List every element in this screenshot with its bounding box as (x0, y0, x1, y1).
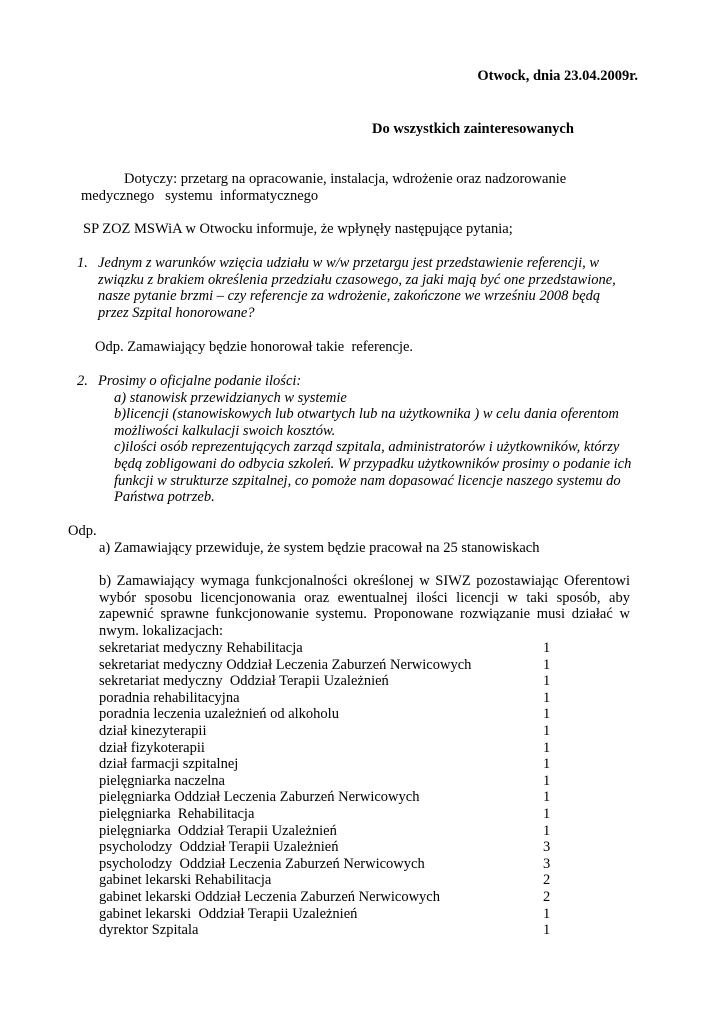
question-2-line: Prosimy o oficjalne podanie ilości: (98, 373, 302, 389)
question-2-item-c-cont: będą zobligowani do odbycia szkoleń. W przypadku użytkowników prosimy o podanie ich (114, 455, 632, 472)
subject-line-1: Dotyczy: przetarg na opracowanie, instalacja, wdrożenie oraz nadzorowanie (124, 171, 567, 187)
location-name: gabinet lekarski Rehabilitacja (99, 872, 272, 889)
location-name: pielęgniarka Oddział Terapii Uzależnień (99, 822, 337, 839)
location-qty: 2 (543, 872, 551, 889)
location-name: dział farmacji szpitalnej (99, 756, 239, 773)
location-qty: 1 (543, 723, 551, 739)
intro-text: SP ZOZ MSWiA w Otwocku informuje, że wpłynęły następujące pytania; (83, 221, 513, 237)
list-item (99, 789, 559, 806)
question-2-item-c-cont: funkcji w strukturze szpitalnej, co pomoże nam dopasować licencje naszego systemu do (114, 472, 621, 489)
location-name: poradnia leczenia uzależnień od alkoholu (99, 706, 339, 723)
location-name: dyrektor Szpitala (99, 922, 199, 939)
list-item (99, 872, 559, 889)
location-name: pielęgniarka Oddział Leczenia Zaburzeń Nerwicowych (99, 789, 420, 806)
location-qty: 1 (543, 656, 551, 673)
location-qty: 1 (543, 905, 551, 922)
answer-2-label: Odp. (68, 523, 97, 539)
location-name: gabinet lekarski Oddział Terapii Uzależnień (99, 905, 358, 922)
location-name: gabinet lekarski Oddział Leczenia Zaburzeń Nerwicowych (99, 889, 440, 905)
location-name: pielęgniarka naczelna (99, 772, 225, 789)
location-qty: 1 (543, 789, 551, 806)
question-2-item-c-cont: Państwa potrzeb. (114, 489, 215, 506)
location-qty: 1 (543, 922, 551, 939)
question-1-number: 1. (77, 255, 88, 271)
location-name: psycholodzy Oddział Leczenia Zaburzeń Nerwicowych (99, 855, 425, 872)
list-item (99, 657, 559, 674)
list-item (99, 823, 559, 840)
place-date: Otwock, dnia 23.04.2009r. (477, 68, 638, 84)
question-1-line: Jednym z warunków wzięcia udziału w w/w przetargu jest przedstawienie referencji, w (98, 255, 600, 271)
answer-2-b-line: b) Zamawiający wymaga funkcjonalności określonej w SIWZ pozostawiając Oferentowi (99, 573, 630, 589)
list-item (99, 673, 559, 690)
list-item (99, 723, 559, 740)
question-1-text (98, 255, 616, 321)
location-qty: 1 (543, 706, 551, 723)
location-name: sekretariat medyczny Oddział Terapii Uzależnień (99, 673, 389, 690)
list-item (99, 889, 559, 906)
location-qty: 1 (543, 756, 551, 773)
list-item (99, 922, 559, 939)
answer-1: Odp. Zamawiający będzie honorował takie referencje. (95, 339, 414, 355)
list-item (99, 856, 559, 873)
location-qty: 2 (543, 889, 551, 905)
list-item (99, 690, 559, 707)
list-item (99, 906, 559, 923)
location-name: dział fizykoterapii (99, 739, 205, 756)
list-item (99, 756, 559, 773)
location-name: sekretariat medyczny Rehabilitacja (99, 640, 303, 656)
list-item (99, 640, 559, 657)
answer-2-b-line: nwym. lokalizacjach: (99, 622, 224, 639)
location-name: sekretariat medyczny Oddział Leczenia Zaburzeń Nerwicowych (99, 656, 472, 673)
location-qty: 3 (543, 839, 551, 856)
location-qty: 1 (543, 822, 551, 839)
answer-2-b (99, 573, 630, 639)
question-2-item-c: c)ilości osób reprezentujących zarząd szpitala, administratorów i użytkowników, którzy (114, 439, 620, 456)
answer-2-b-line: zapewnić sprawne funkcjonowanie systemu. Proponowane rozwiązanie musi działać w (99, 606, 630, 623)
question-1-line: nasze pytanie brzmi – czy referencje za wdrożenie, zakończone we wrześniu 2008 będą (98, 288, 601, 305)
list-item (99, 706, 559, 723)
location-name: pielęgniarka Rehabilitacja (99, 806, 255, 822)
subject-line-2: medycznego systemu informatycznego (81, 188, 319, 204)
answer-2-a: a) Zamawiający przewiduje, że system będzie pracował na 25 stanowiskach (99, 540, 540, 556)
question-1-line: związku z brakiem określenia przedziału czasowego, za jaki mają być one przedstawione, (98, 271, 616, 288)
location-name: psycholodzy Oddział Terapii Uzależnień (99, 839, 339, 856)
question-2-text (98, 373, 631, 506)
list-item (99, 806, 559, 823)
location-name: poradnia rehabilitacyjna (99, 689, 240, 706)
location-qty: 3 (543, 855, 551, 872)
answer-2-b-line: wybór sposobu licencjonowania oraz ewentualnej ilości licencji w taki sposób, aby (99, 589, 630, 606)
question-2-number: 2. (77, 373, 88, 389)
list-item (99, 740, 559, 757)
location-qty: 1 (543, 640, 551, 656)
location-qty: 1 (543, 772, 551, 789)
question-1-line: przez Szpital honorowane? (98, 304, 255, 321)
question-2-item-b: b)licencji (stanowiskowych lub otwartych lub na użytkownika ) w celu dania oferentom (114, 406, 619, 423)
location-name: dział kinezyterapii (99, 723, 207, 739)
question-2-item-a: a) stanowisk przewidzianych w systemie (114, 389, 347, 406)
list-item (99, 773, 559, 790)
list-item (99, 839, 559, 856)
location-qty: 1 (543, 673, 551, 690)
location-qty: 1 (543, 739, 551, 756)
location-qty: 1 (543, 689, 551, 706)
addressee: Do wszystkich zainteresowanych (372, 121, 574, 137)
question-2-item-b-cont: możliwości kalkulacji swoich kosztów. (114, 422, 336, 439)
location-qty: 1 (543, 806, 551, 822)
